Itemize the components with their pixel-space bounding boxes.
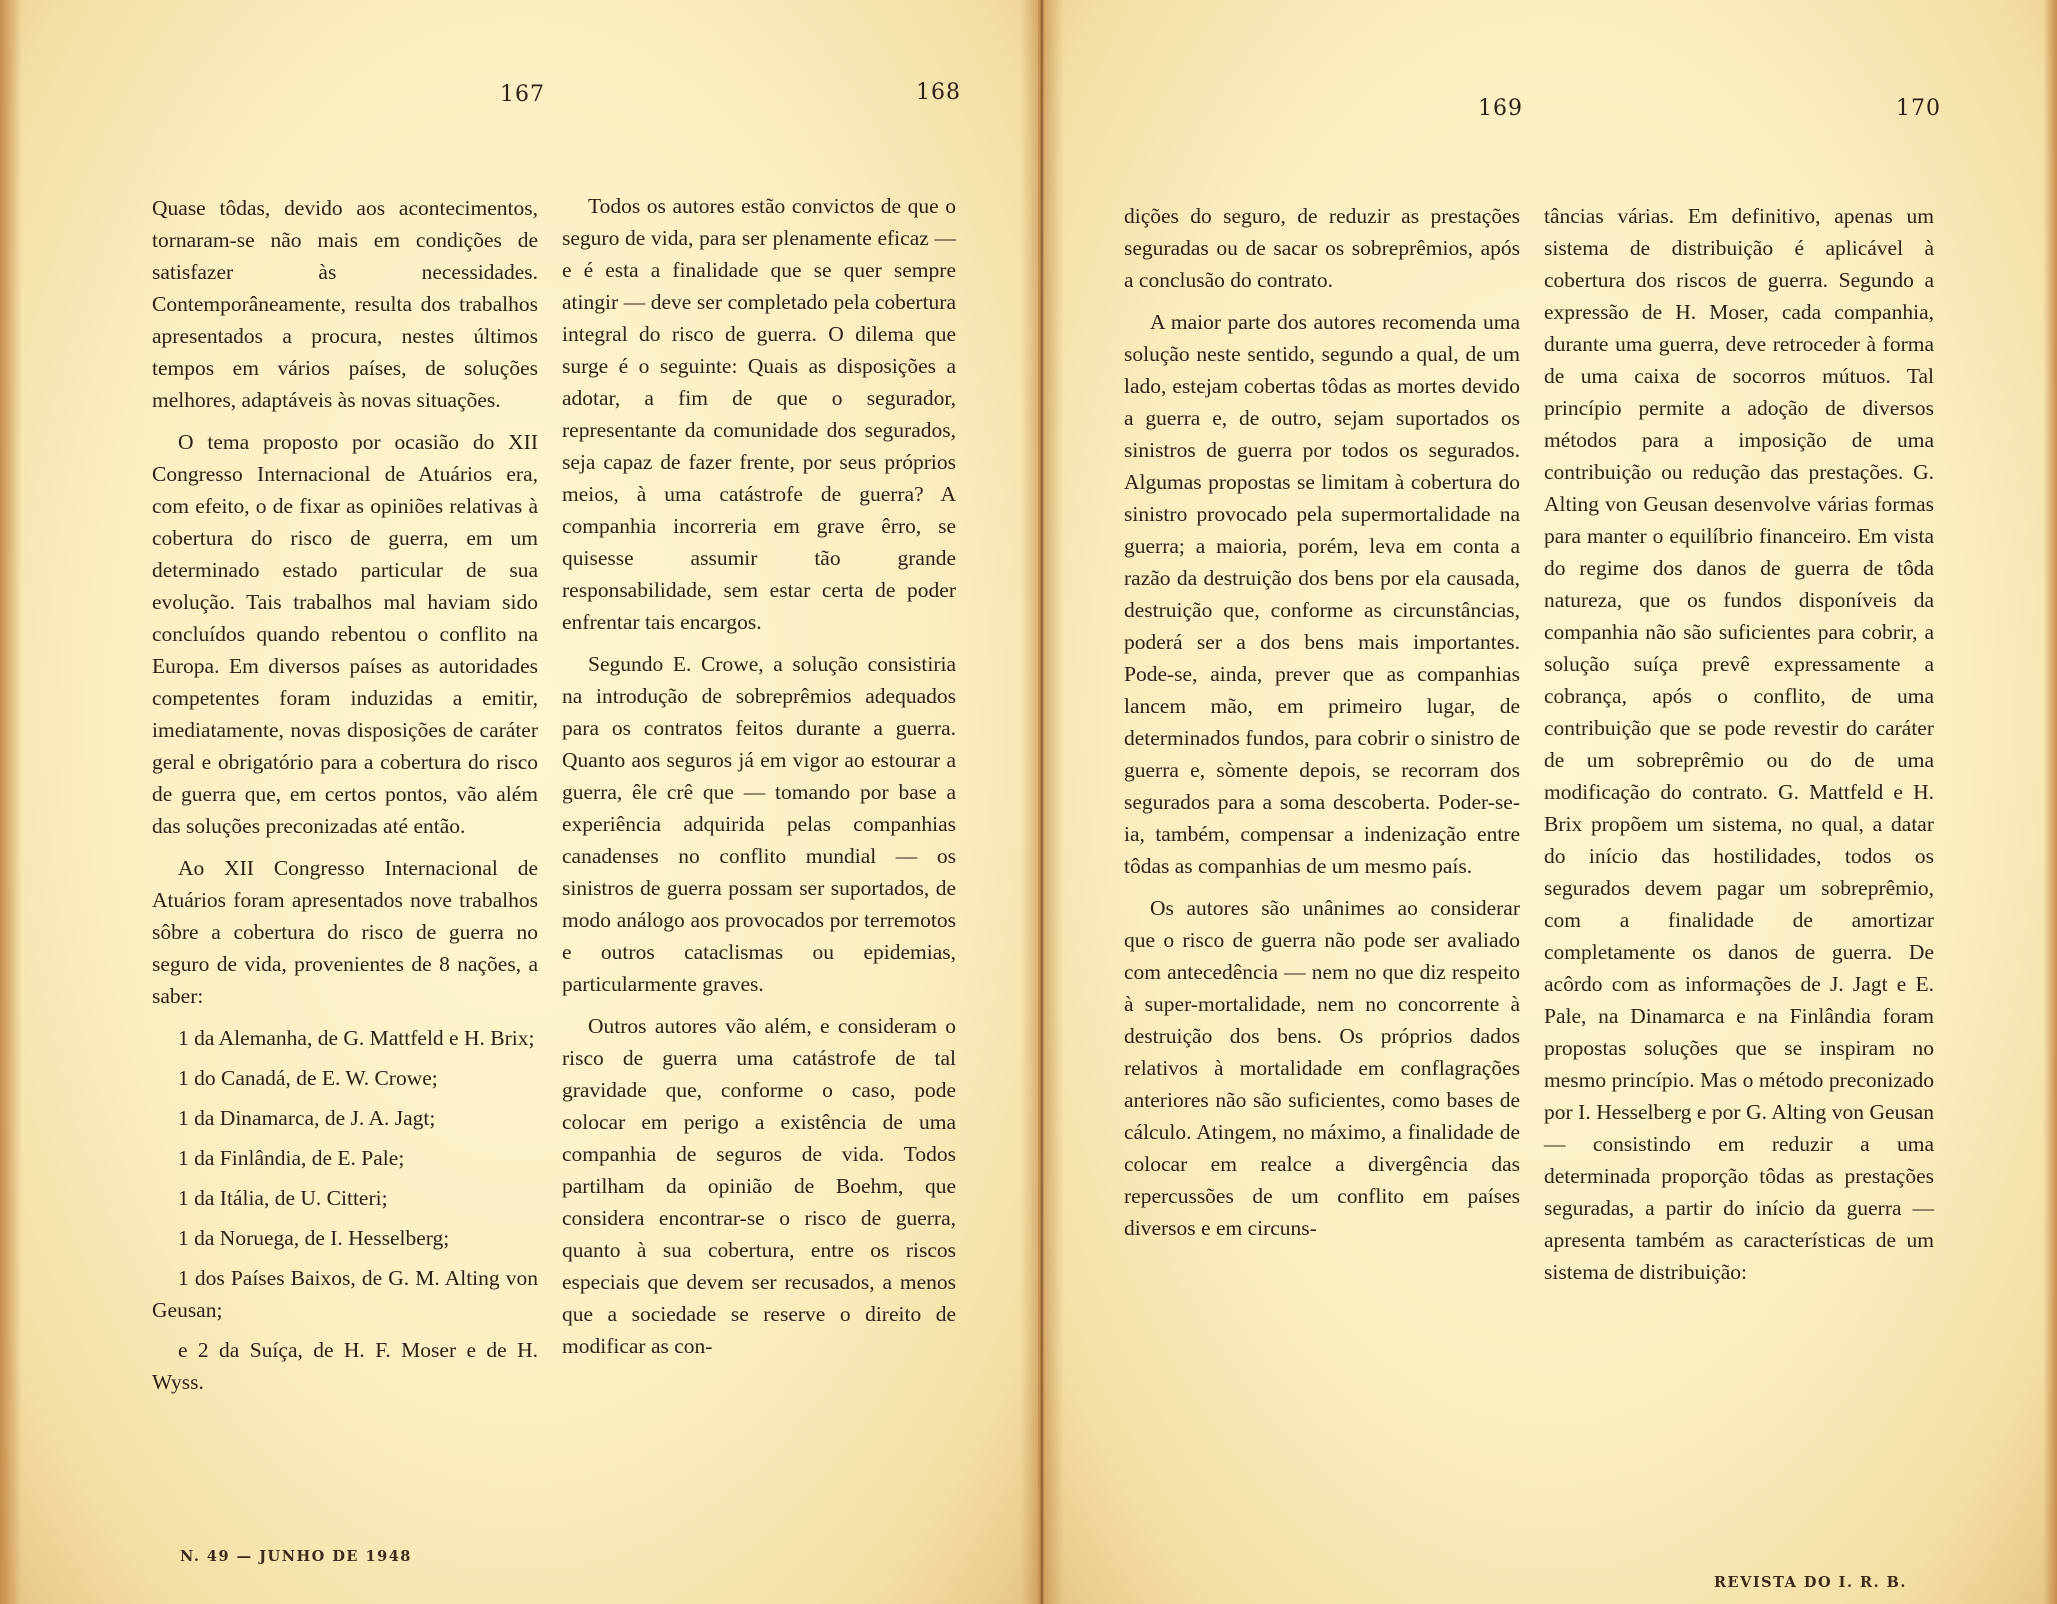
- column-page-170: [1544, 200, 1934, 1298]
- column-page-169: [1124, 200, 1520, 1254]
- page-number-168: 168: [916, 80, 961, 105]
- issue-footer: N. 49 — JUNHO DE 1948: [180, 1548, 412, 1565]
- page-edge-shadow: [0, 0, 22, 1604]
- page-number-169: 169: [1478, 96, 1523, 121]
- paragraph: dições do seguro, de reduzir as prestações seguradas ou de sacar os sobreprêmios, após a conclusão do contrato.: [1124, 204, 1520, 292]
- list-item: 1 do Canadá, de E. W. Crowe;: [178, 1066, 438, 1090]
- page-number-167: 167: [500, 82, 545, 107]
- paragraph: tâncias várias. Em definitivo, apenas um sistema de distribuição é aplicável à cobertura dos riscos de guerra. Segundo a expressão de H. Moser, cada companhia, durante uma guerra, deve retroceder à forma de uma caixa de socorros mútuos. Tal princípio permite a adoção de diversos métodos para a imposição de uma contribuição ou redução das prestações. G. Alting von Geusan desenvolve várias formas para manter o equilíbrio financeiro. Em vista do regime dos danos de guerra de tôda natureza, que os fundos disponíveis da companhia não são suficientes para cobrir, a solução suíça prevê expressamente a cobrança, após o conflito, de uma contribuição que se pode revestir do caráter de um sobreprêmio ou do de uma modificação do contrato. G. Mattfeld e H. Brix propõem um sistema, no qual, a datar do início das hostilidades, todos os segurados devem pagar um sobreprêmio, com a finalidade de amortizar completamente os danos de guerra. De acôrdo com as informações de J. Jagt e E. Pale, na Dinamarca e na Finlândia foram propostas soluções que se inspiram no mesmo princípio. Mas o método preconizado por I. Hesselberg e por G. Alting von Geusan — consistindo em reduzir a uma determinada proporção tôdas as prestações seguradas, a partir do início da guerra — apresenta também as características de um sistema de distribuição:: [1544, 204, 1934, 1284]
- column-page-167: [152, 192, 538, 1406]
- column-page-168: [562, 190, 956, 1372]
- list-item: 1 da Dinamarca, de J. A. Jagt;: [178, 1106, 436, 1130]
- list-item: 1 da Alemanha, de G. Mattfeld e H. Brix;: [178, 1026, 535, 1050]
- book-gutter: [1020, 0, 1064, 1604]
- paragraph: Os autores são unânimes ao considerar que o risco de guerra não pode ser avaliado com antecedência — nem no que diz respeito à super-mortalidade, nem no concorrente à destruição dos bens. Os próprios dados relativos à mortalidade em conflagrações anteriores não são suficientes, como bases de cálculo. Atingem, no máximo, a finalidade de colocar em realce a divergência das repercussões de um conflito em países diversos e em circuns-: [1124, 896, 1520, 1240]
- paragraph: Segundo E. Crowe, a solução consistiria na introdução de sobreprêmios adequados para os contratos feitos durante a guerra. Quanto aos seguros já em vigor ao estourar a guerra, êle crê que — tomando por base a experiência adquirida pelas companhias canadenses no conflito mundial — os sinistros de guerra possam ser suportados, de modo análogo aos provocados por terremotos e outros cataclismas ou epidemias, particularmente graves.: [562, 652, 956, 996]
- paragraph: Ao XII Congresso Internacional de Atuários foram apresentados nove trabalhos sôbre a cobertura do risco de guerra no seguro de vida, provenientes de 8 nações, a saber:: [152, 856, 538, 1008]
- paragraph: Quase tôdas, devido aos acontecimentos, tornaram-se não mais em condições de satisfazer às necessidades. Contemporâneamente, resulta dos trabalhos apresentados a procura, nestes últimos tempos em vários países, de soluções melhores, adaptáveis às novas situações.: [152, 196, 538, 412]
- journal-footer: REVISTA DO I. R. B.: [1714, 1574, 1907, 1591]
- paragraph: O tema proposto por ocasião do XII Congresso Internacional de Atuários era, com efeito, o de fixar as opiniões relativas à cobertura do risco de guerra, em um determinado estado particular de sua evolução. Tais trabalhos mal haviam sido concluídos quando rebentou o conflito na Europa. Em diversos países as autoridades competentes foram induzidas a emitir, imediatamente, novas disposições de caráter geral e obrigatório para a cobertura do risco de guerra que, em certos pontos, vão além das soluções preconizadas até então.: [152, 430, 538, 838]
- page-edge-shadow: [2043, 0, 2057, 1604]
- paragraph: A maior parte dos autores recomenda uma solução neste sentido, segundo a qual, de um lado, estejam cobertas tôdas as mortes devido a guerra e, de outro, sejam suportados os sinistros de guerra por todos os segurados. Algumas propostas se limitam à cobertura do sinistro provocado pela supermortalidade na guerra; a maioria, porém, leva em conta a razão da destruição dos bens por ela causada, destruição que, conforme as circunstâncias, poderá ser a dos bens mais importantes. Pode-se, ainda, prever que as companhias lancem mão, em primeiro lugar, de determinados fundos, para cobrir o sinistro de guerra e, sòmente depois, se recorram dos segurados para a soma descoberta. Poder-se-ia, também, compensar a indenização entre tôdas as companhias de um mesmo país.: [1124, 310, 1520, 878]
- list-item: 1 da Itália, de U. Citteri;: [178, 1186, 388, 1210]
- list-item: 1 da Finlândia, de E. Pale;: [178, 1146, 405, 1170]
- paragraph: Todos os autores estão convictos de que o seguro de vida, para ser plenamente eficaz — e é esta a finalidade que se quer sempre atingir — deve ser completado pela cobertura integral do risco de guerra. O dilema que surge é o seguinte: Quais as disposições a adotar, a fim de que o segurador, representante da comunidade dos segurados, seja capaz de fazer frente, por seus próprios meios, à uma catástrofe de guerra? A companhia incorreria em grave êrro, se quisesse assumir tão grande responsabilidade, sem estar certa de poder enfrentar tais encargos.: [562, 194, 956, 634]
- right-page: [1042, 0, 2057, 1604]
- page-number-170: 170: [1896, 96, 1941, 121]
- list-item: 1 dos Países Baixos, de G. M. Alting von Geusan;: [152, 1266, 538, 1322]
- list-item: e 2 da Suíça, de H. F. Moser e de H. Wyss.: [152, 1338, 538, 1394]
- paragraph: Outros autores vão além, e consideram o risco de guerra uma catástrofe de tal gravidade que, conforme o caso, pode colocar em perigo a existência de uma companhia de seguros de vida. Todos partilham da opinião de Boehm, que considera encontrar-se o risco de guerra, quanto à sua cobertura, entre os riscos especiais que devem ser recusados, a menos que a sociedade se reserve o direito de modificar as con-: [562, 1014, 956, 1358]
- list-item: 1 da Noruega, de I. Hesselberg;: [178, 1226, 450, 1250]
